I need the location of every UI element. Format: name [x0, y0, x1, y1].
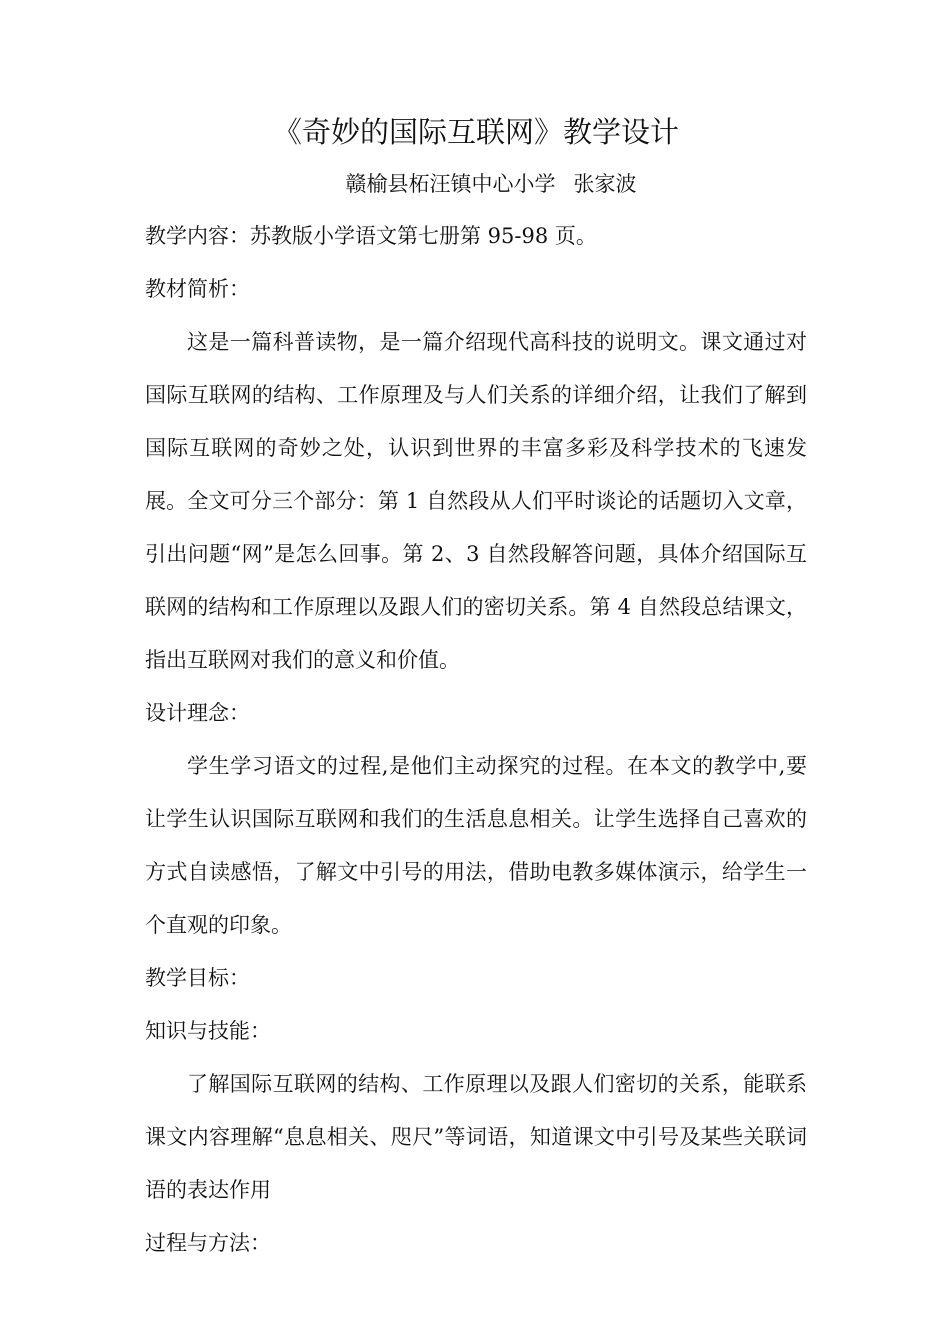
process-methods-heading: 过程与方法：	[145, 1231, 271, 1255]
textbook-analysis-heading: 教材简析：	[145, 277, 250, 301]
document-body	[145, 108, 807, 1270]
document-title: 《奇妙的国际互联网》教学设计	[272, 115, 679, 149]
author-name: 张家波	[573, 172, 637, 196]
design-concept-heading: 设计理念：	[145, 701, 250, 725]
author-line	[145, 158, 807, 210]
design-concept-paragraph: 学生学习语文的过程,是他们主动探究的过程。在本文的教学中,要让学生认识国际互联网和我们的生活息息相关。让学生选择自己喜欢的方式自读感悟，了解文中引号的用法，借助电教多媒体演示，给学生一个直观的印象。	[145, 754, 807, 937]
knowledge-skills-paragraph: 了解国际互联网的结构、工作原理以及跟人们密切的关系，能联系课文内容理解“息息相关、咫尺”等词语，知道课文中引号及某些关联词语的表达作用	[145, 1072, 807, 1202]
teaching-goals-heading: 教学目标：	[145, 966, 250, 990]
author-school: 赣榆县柘汪镇中心小学	[345, 172, 556, 196]
knowledge-skills-heading: 知识与技能：	[145, 1019, 271, 1043]
teaching-content: 教学内容：苏教版小学语文第七册第 95-98 页。	[145, 224, 597, 248]
textbook-analysis-paragraph: 这是一篇科普读物，是一篇介绍现代高科技的说明文。课文通过对国际互联网的结构、工作原理及与人们关系的详细介绍，让我们了解到国际互联网的奇妙之处，认识到世界的丰富多彩及科学技术的飞速发展。全文可分三个部分：第 1 自然段从人们平时谈论的话题切入文章，引出问题“网”是怎么回事。第 2、3 自然段解答问题，具体介绍国际互联网的结构和工作原理以及跟人们的密切关系。第 4 自然段总结课文，指出互联网对我们的意义和价值。	[145, 330, 807, 672]
